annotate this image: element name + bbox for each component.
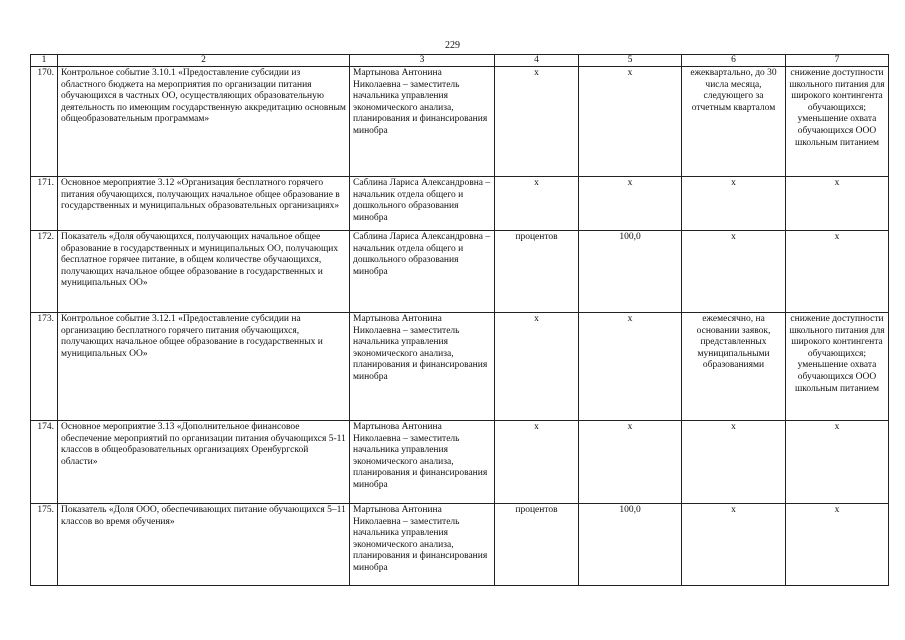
row-unit: х (495, 421, 579, 504)
row-deadline: х (682, 504, 786, 586)
row-number: 170. (31, 67, 58, 177)
row-number: 171. (31, 177, 58, 231)
row-responsible: Мартынова Антонина Николаевна – заместитель начальника управления экономического анализа, планирования и финансирования минобра (350, 504, 495, 586)
row-value: х (579, 421, 682, 504)
row-description: Показатель «Доля обучающихся, получающих начальное общее образование в государственных и муниципальных ОО, получающих бесплатное горячее питание, в общем количестве обучающихся, получающих начальное общее образование в государственных и муниципальных ОО» (58, 231, 350, 313)
row-number: 173. (31, 313, 58, 421)
row-risk: х (786, 504, 889, 586)
row-number: 172. (31, 231, 58, 313)
column-header: 4 (495, 55, 579, 67)
column-header: 3 (350, 55, 495, 67)
row-responsible: Мартынова Антонина Николаевна – заместитель начальника управления экономического анализа, планирования и финансирования минобра (350, 421, 495, 504)
row-unit: х (495, 177, 579, 231)
row-responsible: Мартынова Антонина Николаевна – заместитель начальника управления экономического анализа, планирования и финансирования минобра (350, 313, 495, 421)
row-description: Основное мероприятие 3.12 «Организация бесплатного горячего питания обучающихся, получающих начальное общее образование в государственных и муниципальных образовательных организациях» (58, 177, 350, 231)
row-unit: х (495, 313, 579, 421)
row-value: х (579, 67, 682, 177)
table-row (31, 231, 889, 313)
table-row (31, 177, 889, 231)
row-deadline: ежемесячно, на основании заявок, представленных муниципальными образованиями (682, 313, 786, 421)
row-number: 174. (31, 421, 58, 504)
row-deadline: х (682, 177, 786, 231)
row-number: 175. (31, 504, 58, 586)
row-responsible: Саблина Лариса Александровна – начальник отдела общего и дошкольного образования минобра (350, 177, 495, 231)
row-deadline: х (682, 231, 786, 313)
table-row (31, 504, 889, 586)
page-number: 229 (445, 40, 460, 51)
row-risk: снижение доступности школьного питания для широкого контингента обучающихся; уменьшение охвата обучающихся ООО школьным питанием (786, 67, 889, 177)
table-row (31, 421, 889, 504)
row-risk: х (786, 231, 889, 313)
column-header: 6 (682, 55, 786, 67)
row-unit: х (495, 67, 579, 177)
row-value: 100,0 (579, 504, 682, 586)
row-description: Основное мероприятие 3.13 «Дополнительное финансовое обеспечение мероприятий по организации питания обучающихся 5-11 классов в общеобразовательных организациях Оренбургской области» (58, 421, 350, 504)
row-responsible: Саблина Лариса Александровна – начальник отдела общего и дошкольного образования минобра (350, 231, 495, 313)
column-header: 7 (786, 55, 889, 67)
plan-table (30, 54, 889, 586)
row-value: 100,0 (579, 231, 682, 313)
row-value: х (579, 177, 682, 231)
table-row (31, 67, 889, 177)
row-deadline: ежеквартально, до 30 числа месяца, следующего за отчетным кварталом (682, 67, 786, 177)
row-risk: х (786, 177, 889, 231)
row-description: Контрольное событие 3.12.1 «Предоставление субсидии на организацию бесплатного горячего питания обучающихся, получающих начальное общее образование в государственных и муниципальных ОО» (58, 313, 350, 421)
row-risk: снижение доступности школьного питания для широкого контингента обучающихся; уменьшение охвата обучающихся ООО школьным питанием (786, 313, 889, 421)
column-numbers-row (31, 55, 889, 67)
row-deadline: х (682, 421, 786, 504)
row-unit: процентов (495, 504, 579, 586)
row-responsible: Мартынова Антонина Николаевна – заместитель начальника управления экономического анализа, планирования и финансирования минобра (350, 67, 495, 177)
row-description: Контрольное событие 3.10.1 «Предоставление субсидии из областного бюджета на мероприятия по организации питания обучающихся в частных ОО, осуществляющих образовательную деятельность по имеющим государственную аккредитацию основным общеобразовательным программам» (58, 67, 350, 177)
column-header: 1 (31, 55, 58, 67)
row-value: х (579, 313, 682, 421)
row-description: Показатель «Доля ООО, обеспечивающих питание обучающихся 5–11 классов во время обучения» (58, 504, 350, 586)
column-header: 5 (579, 55, 682, 67)
row-unit: процентов (495, 231, 579, 313)
row-risk: х (786, 421, 889, 504)
table-row (31, 313, 889, 421)
column-header: 2 (58, 55, 350, 67)
